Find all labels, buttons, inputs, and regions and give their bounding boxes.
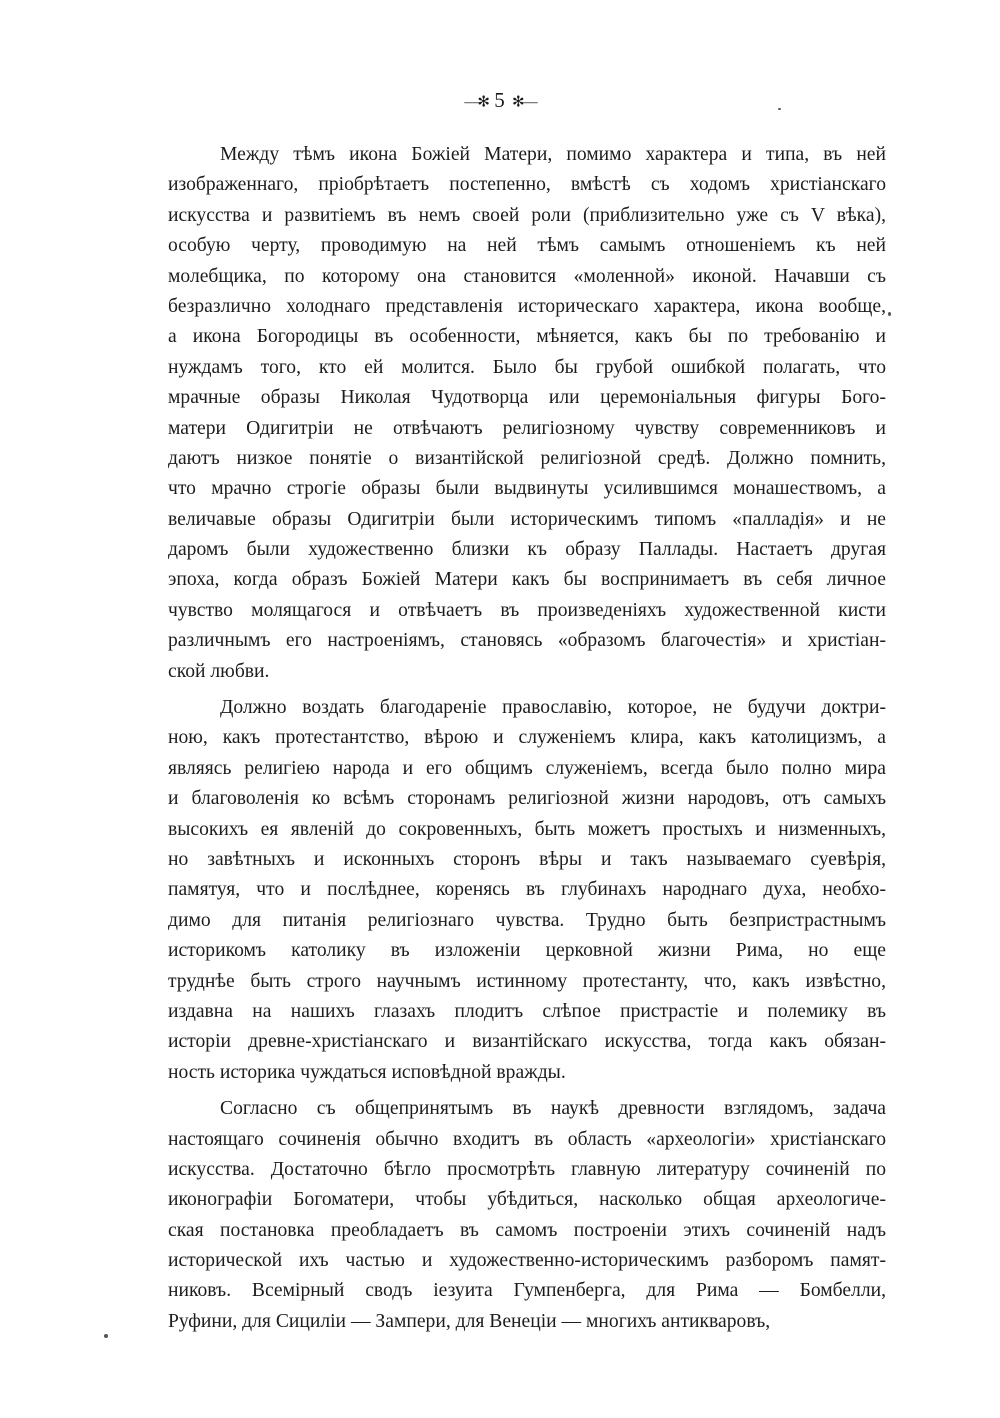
text-line: и благоволенія ко всѣмъ сторонамъ религіозной жизни народовъ, отъ самыхъ xyxy=(168,788,886,810)
text-line: ною, какъ протестантство, вѣрою и служеніемъ клира, какъ католицизмъ, а xyxy=(168,727,886,749)
paragraph xyxy=(168,140,886,687)
right-ornament-icon: ✻— xyxy=(512,94,536,111)
body-text xyxy=(168,140,886,1343)
text-line: ская постановка преобладаетъ въ самомъ построеніи этихъ сочиненій надъ xyxy=(168,1219,886,1241)
page-header xyxy=(0,88,1000,113)
scan-speck xyxy=(104,1334,108,1338)
paragraph xyxy=(168,693,886,1088)
text-line: исторической ихъ частью и художественно-историческимъ разборомъ памят- xyxy=(168,1250,886,1272)
text-line: ской любви. xyxy=(168,660,270,682)
text-line: исторіи древне-христіанскаго и византійскаго искусства, тогда какъ обязан- xyxy=(168,1031,886,1053)
text-line: являясь религіею народа и его общимъ служеніемъ, всегда было полно мира xyxy=(168,757,886,779)
scan-speck xyxy=(778,108,781,110)
text-line: никовъ. Всемірный сводъ іезуита Гумпенберга, для Рима — Бомбелли, xyxy=(168,1280,886,1302)
text-line: эпоха, когда образъ Божіей Матери какъ бы воспринимаетъ въ себя личное xyxy=(168,569,886,591)
text-line: димо для питанія религіознаго чувства. Трудно быть безпристрастнымъ xyxy=(168,909,886,931)
text-line: что мрачно строгіе образы были выдвинуты усилившимся монашествомъ, а xyxy=(168,478,886,500)
text-line: матери Одигитріи не отвѣчаютъ религіозному чувству современниковъ и xyxy=(168,417,886,439)
text-line: молебщика, по которому она становится «моленной» иконой. Начавши съ xyxy=(168,265,886,287)
text-line: труднѣе быть строго научнымъ истинному протестанту, что, какъ извѣстно, xyxy=(168,970,886,992)
text-line: ность историка чуждаться исповѣдной вражды. xyxy=(168,1061,566,1083)
scan-speck xyxy=(888,312,891,316)
text-line: историкомъ католику въ изложеніи церковной жизни Рима, но еще xyxy=(168,940,886,962)
text-line: издавна на нашихъ глазахъ плодитъ слѣпое пристрастіе и полемику въ xyxy=(168,1000,886,1022)
text-line: нуждамъ того, кто ей молится. Было бы грубой ошибкой полагать, что xyxy=(168,356,886,378)
text-line: различнымъ его настроеніямъ, становясь «образомъ благочестія» и христіан- xyxy=(168,630,886,652)
text-line: настоящаго сочиненія обычно входитъ въ область «археологіи» христіанскаго xyxy=(168,1128,886,1150)
paragraph xyxy=(168,1094,886,1337)
text-line: Согласно съ общепринятымъ въ наукѣ древности взглядомъ, задача xyxy=(220,1098,886,1120)
text-line: Руфини, для Сициліи — Зампери, для Венеціи — многихъ антикваровъ, xyxy=(168,1310,771,1332)
text-line: иконографіи Богоматери, чтобы убѣдиться, насколько общая археологиче- xyxy=(168,1189,886,1211)
text-line: особую черту, проводимую на ней тѣмъ самымъ отношеніемъ къ ней xyxy=(168,235,886,257)
text-line: чувство молящагося и отвѣчаетъ въ произведеніяхъ художественной кисти xyxy=(168,599,886,621)
text-line: искусства и развитіемъ въ немъ своей роли (приблизительно уже съ V вѣка), xyxy=(168,204,886,226)
text-line: Между тѣмъ икона Божіей Матери, помимо характера и типа, въ ней xyxy=(220,144,886,165)
text-line: мрачные образы Николая Чудотворца или церемоніальныя фигуры Бого- xyxy=(168,387,886,409)
text-line: Должно воздать благодареніе православію, которое, не будучи доктри- xyxy=(220,697,886,719)
text-line: величавые образы Одигитріи были историческимъ типомъ «палладія» и не xyxy=(168,508,886,530)
text-line: памятуя, что и послѣднее, коренясь въ глубинахъ народнаго духа, необхо- xyxy=(168,879,886,901)
text-line: но завѣтныхъ и исконныхъ сторонъ вѣры и такъ называемаго суевѣрія, xyxy=(168,848,886,870)
text-line: даромъ были художественно близки къ образу Паллады. Настаетъ другая xyxy=(168,539,886,561)
text-line: даютъ низкое понятіе о византійской религіозной средѣ. Должно помнить, xyxy=(168,447,886,469)
left-ornament-icon: —✻ xyxy=(464,94,488,111)
text-line: искусства. Достаточно бѣгло просмотрѣть главную литературу сочиненій по xyxy=(168,1158,886,1180)
text-line: изображеннаго, пріобрѣтаетъ постепенно, вмѣстѣ съ ходомъ христіанскаго xyxy=(168,174,886,196)
text-line: высокихъ ея явленій до сокровенныхъ, быть можетъ простыхъ и низменныхъ, xyxy=(168,818,886,840)
text-line: безразлично холоднаго представленія историческаго характера, икона вообще, xyxy=(168,295,886,317)
text-line: а икона Богородицы въ особенности, мѣняется, какъ бы по требованію и xyxy=(168,326,886,348)
page-number: 5 xyxy=(494,88,506,112)
